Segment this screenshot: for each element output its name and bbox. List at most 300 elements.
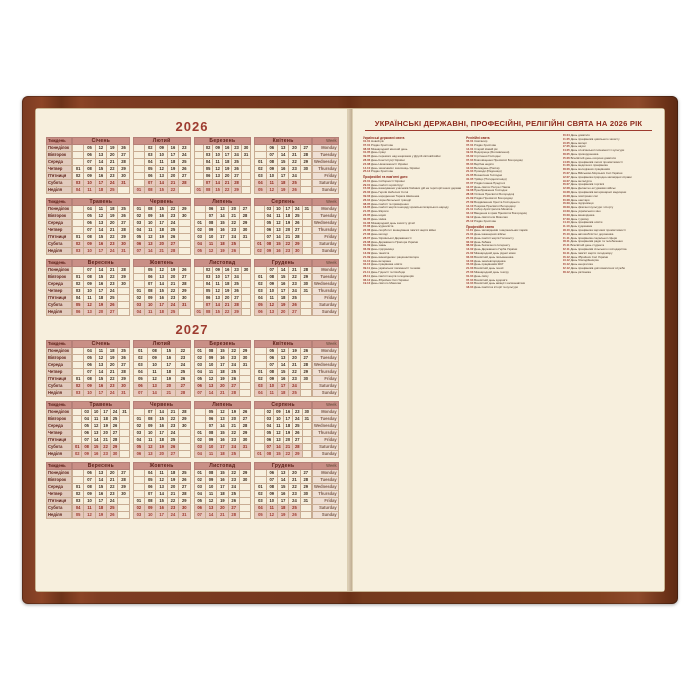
day-cell[interactable]: 08 xyxy=(145,206,156,213)
day-cell[interactable]: 19 xyxy=(283,220,292,227)
day-cell[interactable] xyxy=(133,152,144,159)
day-cell[interactable]: 08 xyxy=(205,220,216,227)
day-cell[interactable]: 20 xyxy=(289,355,300,362)
day-cell[interactable]: 06 xyxy=(133,451,144,458)
day-cell[interactable]: 11 xyxy=(147,369,161,376)
day-cell[interactable]: 04 xyxy=(133,227,144,234)
day-cell[interactable]: 24 xyxy=(293,416,302,423)
day-cell[interactable] xyxy=(120,451,129,458)
month-calendar[interactable] xyxy=(194,462,252,519)
day-cell[interactable]: 22 xyxy=(107,484,118,491)
day-cell[interactable]: 22 xyxy=(228,430,239,437)
day-cell[interactable]: 18 xyxy=(156,437,167,444)
day-cell[interactable]: 28 xyxy=(179,491,190,498)
day-cell[interactable]: 13 xyxy=(156,484,167,491)
day-cell[interactable]: 27 xyxy=(232,173,241,180)
day-cell[interactable]: 17 xyxy=(217,444,228,451)
day-cell[interactable]: 17 xyxy=(156,302,167,309)
day-cell[interactable]: 30 xyxy=(239,355,250,362)
day-cell[interactable]: 03 xyxy=(133,430,144,437)
day-cell[interactable]: 23 xyxy=(228,477,239,484)
day-cell[interactable]: 30 xyxy=(300,376,311,383)
day-cell[interactable]: 16 xyxy=(162,355,176,362)
day-cell[interactable]: 01 xyxy=(194,309,203,316)
day-cell[interactable]: 07 xyxy=(133,390,147,397)
day-cell[interactable]: 08 xyxy=(205,430,216,437)
day-cell[interactable]: 07 xyxy=(84,227,95,234)
day-cell[interactable]: 16 xyxy=(156,505,167,512)
day-cell[interactable]: 29 xyxy=(293,241,302,248)
day-cell[interactable]: 06 xyxy=(133,241,144,248)
day-cell[interactable]: 16 xyxy=(156,295,167,302)
day-cell[interactable]: 10 xyxy=(266,498,277,505)
day-cell[interactable]: 21 xyxy=(289,362,300,369)
day-cell[interactable]: 09 xyxy=(205,355,216,362)
day-cell[interactable]: 06 xyxy=(84,470,95,477)
day-cell[interactable]: 09 xyxy=(264,248,273,255)
day-cell[interactable]: 13 xyxy=(266,309,277,316)
day-cell[interactable]: 02 xyxy=(255,376,266,383)
day-cell[interactable]: 07 xyxy=(203,180,212,187)
day-cell[interactable]: 29 xyxy=(300,369,311,376)
day-cell[interactable]: 13 xyxy=(91,430,100,437)
day-cell[interactable]: 11 xyxy=(145,309,156,316)
day-cell[interactable]: 10 xyxy=(145,512,156,519)
day-cell[interactable]: 08 xyxy=(205,348,216,355)
day-cell[interactable] xyxy=(133,159,144,166)
day-cell[interactable]: 29 xyxy=(179,206,190,213)
day-cell[interactable]: 31 xyxy=(118,390,129,397)
day-cell[interactable] xyxy=(133,484,144,491)
day-cell[interactable]: 22 xyxy=(289,274,300,281)
day-cell[interactable] xyxy=(120,437,129,444)
day-cell[interactable]: 21 xyxy=(107,477,118,484)
day-cell[interactable]: 04 xyxy=(255,390,266,397)
day-cell[interactable] xyxy=(120,430,129,437)
day-cell[interactable]: 07 xyxy=(145,281,156,288)
day-cell[interactable]: 20 xyxy=(156,241,167,248)
day-cell[interactable]: 04 xyxy=(145,159,156,166)
day-cell[interactable]: 27 xyxy=(289,309,300,316)
day-cell[interactable] xyxy=(194,213,205,220)
day-cell[interactable]: 22 xyxy=(167,187,178,194)
day-cell[interactable]: 04 xyxy=(203,159,212,166)
day-cell[interactable]: 10 xyxy=(205,444,216,451)
day-cell[interactable]: 21 xyxy=(217,512,228,519)
day-cell[interactable]: 12 xyxy=(95,145,106,152)
day-cell[interactable]: 28 xyxy=(300,477,311,484)
day-cell[interactable]: 03 xyxy=(133,220,144,227)
day-cell[interactable]: 03 xyxy=(264,206,273,213)
day-cell[interactable]: 21 xyxy=(107,227,118,234)
day-cell[interactable]: 06 xyxy=(84,152,95,159)
day-cell[interactable]: 15 xyxy=(95,234,106,241)
day-cell[interactable]: 14 xyxy=(277,152,288,159)
day-cell[interactable]: 01 xyxy=(255,451,264,458)
day-cell[interactable] xyxy=(241,288,250,295)
day-cell[interactable]: 27 xyxy=(300,470,311,477)
day-cell[interactable]: 27 xyxy=(228,505,239,512)
day-cell[interactable] xyxy=(300,505,311,512)
day-cell[interactable]: 05 xyxy=(145,267,156,274)
day-cell[interactable]: 06 xyxy=(203,295,212,302)
day-cell[interactable]: 28 xyxy=(179,180,190,187)
day-cell[interactable]: 27 xyxy=(118,152,129,159)
day-cell[interactable]: 25 xyxy=(167,309,178,316)
day-cell[interactable]: 13 xyxy=(156,274,167,281)
day-cell[interactable]: 08 xyxy=(84,376,95,383)
day-cell[interactable]: 09 xyxy=(266,376,277,383)
day-cell[interactable]: 08 xyxy=(264,241,273,248)
day-cell[interactable]: 27 xyxy=(107,309,118,316)
day-cell[interactable]: 26 xyxy=(289,302,300,309)
day-cell[interactable]: 21 xyxy=(289,477,300,484)
day-cell[interactable]: 13 xyxy=(217,206,228,213)
day-cell[interactable]: 05 xyxy=(145,477,156,484)
month-calendar[interactable] xyxy=(72,259,130,316)
day-cell[interactable]: 16 xyxy=(95,383,106,390)
day-cell[interactable]: 29 xyxy=(118,166,129,173)
day-cell[interactable]: 07 xyxy=(266,267,277,274)
day-cell[interactable]: 17 xyxy=(156,512,167,519)
day-cell[interactable]: 24 xyxy=(167,430,178,437)
day-cell[interactable]: 25 xyxy=(289,180,300,187)
day-cell[interactable]: 14 xyxy=(205,390,216,397)
day-cell[interactable] xyxy=(133,470,144,477)
day-cell[interactable]: 14 xyxy=(217,213,228,220)
day-cell[interactable] xyxy=(133,491,144,498)
day-cell[interactable]: 12 xyxy=(205,248,216,255)
day-cell[interactable]: 03 xyxy=(73,390,84,397)
day-cell[interactable]: 21 xyxy=(228,213,239,220)
day-cell[interactable]: 25 xyxy=(167,227,178,234)
day-cell[interactable]: 25 xyxy=(167,437,178,444)
day-cell[interactable]: 28 xyxy=(179,409,190,416)
day-cell[interactable]: 26 xyxy=(167,234,178,241)
day-cell[interactable]: 24 xyxy=(232,274,241,281)
day-cell[interactable]: 11 xyxy=(84,295,95,302)
day-cell[interactable]: 11 xyxy=(205,369,216,376)
day-cell[interactable]: 19 xyxy=(222,166,231,173)
day-cell[interactable]: 01 xyxy=(194,470,205,477)
day-cell[interactable]: 20 xyxy=(156,451,167,458)
day-cell[interactable]: 25 xyxy=(232,281,241,288)
day-cell[interactable]: 19 xyxy=(277,187,288,194)
day-cell[interactable]: 24 xyxy=(107,248,118,255)
day-cell[interactable]: 23 xyxy=(101,451,110,458)
day-cell[interactable]: 09 xyxy=(84,281,95,288)
day-cell[interactable]: 12 xyxy=(266,512,277,519)
day-cell[interactable]: 15 xyxy=(156,416,167,423)
day-cell[interactable]: 12 xyxy=(217,409,228,416)
day-cell[interactable]: 30 xyxy=(300,491,311,498)
day-cell[interactable]: 06 xyxy=(194,383,205,390)
day-cell[interactable]: 03 xyxy=(264,416,273,423)
day-cell[interactable]: 22 xyxy=(176,348,190,355)
day-cell[interactable] xyxy=(194,180,203,187)
day-cell[interactable]: 11 xyxy=(274,423,283,430)
day-cell[interactable]: 24 xyxy=(107,390,118,397)
day-cell[interactable]: 19 xyxy=(277,302,288,309)
day-cell[interactable] xyxy=(179,187,190,194)
day-cell[interactable] xyxy=(120,444,129,451)
day-cell[interactable] xyxy=(179,444,190,451)
day-cell[interactable] xyxy=(302,234,311,241)
month-calendar[interactable] xyxy=(133,259,191,316)
day-cell[interactable]: 23 xyxy=(289,166,300,173)
day-cell[interactable] xyxy=(255,444,264,451)
day-cell[interactable]: 23 xyxy=(167,295,178,302)
day-cell[interactable]: 28 xyxy=(293,234,302,241)
day-cell[interactable]: 01 xyxy=(255,159,266,166)
day-cell[interactable]: 29 xyxy=(239,430,250,437)
day-cell[interactable]: 06 xyxy=(266,355,277,362)
day-cell[interactable] xyxy=(241,180,250,187)
day-cell[interactable]: 04 xyxy=(264,423,273,430)
day-cell[interactable]: 01 xyxy=(255,484,266,491)
day-cell[interactable] xyxy=(73,430,82,437)
day-cell[interactable]: 16 xyxy=(222,145,231,152)
day-cell[interactable]: 16 xyxy=(274,248,283,255)
day-cell[interactable]: 15 xyxy=(156,288,167,295)
month-calendar[interactable] xyxy=(72,198,130,255)
day-cell[interactable]: 26 xyxy=(110,423,119,430)
day-cell[interactable]: 31 xyxy=(179,512,190,519)
day-cell[interactable] xyxy=(73,213,84,220)
day-cell[interactable]: 02 xyxy=(255,281,266,288)
day-cell[interactable]: 20 xyxy=(289,145,300,152)
day-cell[interactable]: 24 xyxy=(293,206,302,213)
day-cell[interactable]: 21 xyxy=(162,390,176,397)
day-cell[interactable]: 28 xyxy=(118,159,129,166)
day-cell[interactable] xyxy=(255,437,264,444)
day-cell[interactable]: 28 xyxy=(228,512,239,519)
day-cell[interactable]: 20 xyxy=(228,416,239,423)
day-cell[interactable]: 02 xyxy=(255,491,266,498)
day-cell[interactable]: 29 xyxy=(118,234,129,241)
day-cell[interactable]: 02 xyxy=(194,227,205,234)
day-cell[interactable]: 18 xyxy=(277,390,288,397)
day-cell[interactable] xyxy=(300,512,311,519)
day-cell[interactable]: 19 xyxy=(107,145,118,152)
day-cell[interactable]: 10 xyxy=(156,152,167,159)
day-cell[interactable]: 04 xyxy=(264,213,273,220)
day-cell[interactable]: 03 xyxy=(194,484,205,491)
day-cell[interactable]: 09 xyxy=(266,281,277,288)
month-calendar[interactable] xyxy=(194,259,252,316)
day-cell[interactable]: 18 xyxy=(217,369,228,376)
month-calendar[interactable] xyxy=(72,401,130,458)
day-cell[interactable]: 27 xyxy=(110,430,119,437)
day-cell[interactable]: 03 xyxy=(82,409,91,416)
day-cell[interactable]: 27 xyxy=(179,274,190,281)
day-cell[interactable]: 02 xyxy=(133,295,144,302)
day-cell[interactable] xyxy=(255,152,266,159)
day-cell[interactable]: 15 xyxy=(217,430,228,437)
day-cell[interactable]: 11 xyxy=(156,470,167,477)
day-cell[interactable]: 19 xyxy=(277,512,288,519)
day-cell[interactable]: 08 xyxy=(145,288,156,295)
day-cell[interactable] xyxy=(241,187,250,194)
day-cell[interactable]: 08 xyxy=(145,498,156,505)
day-cell[interactable]: 18 xyxy=(167,470,178,477)
day-cell[interactable]: 09 xyxy=(145,505,156,512)
day-cell[interactable] xyxy=(194,166,203,173)
day-cell[interactable]: 16 xyxy=(156,213,167,220)
day-cell[interactable]: 06 xyxy=(145,274,156,281)
day-cell[interactable]: 14 xyxy=(91,437,100,444)
month-calendar[interactable] xyxy=(72,340,130,397)
day-cell[interactable]: 23 xyxy=(107,383,118,390)
day-cell[interactable]: 31 xyxy=(239,234,250,241)
day-cell[interactable]: 15 xyxy=(274,451,283,458)
day-cell[interactable]: 14 xyxy=(156,491,167,498)
day-cell[interactable]: 17 xyxy=(277,383,288,390)
day-cell[interactable]: 19 xyxy=(222,288,231,295)
day-cell[interactable]: 13 xyxy=(95,220,106,227)
day-cell[interactable]: 11 xyxy=(84,505,95,512)
day-cell[interactable]: 24 xyxy=(289,288,300,295)
day-cell[interactable]: 15 xyxy=(162,348,176,355)
day-cell[interactable]: 20 xyxy=(217,383,228,390)
day-cell[interactable]: 17 xyxy=(217,362,228,369)
day-cell[interactable]: 21 xyxy=(222,302,231,309)
day-cell[interactable]: 30 xyxy=(239,477,250,484)
day-cell[interactable]: 23 xyxy=(232,267,241,274)
day-cell[interactable]: 09 xyxy=(213,267,222,274)
day-cell[interactable]: 26 xyxy=(176,376,190,383)
day-cell[interactable]: 08 xyxy=(145,416,156,423)
day-cell[interactable]: 28 xyxy=(118,477,129,484)
day-cell[interactable]: 10 xyxy=(213,274,222,281)
day-cell[interactable]: 31 xyxy=(302,416,311,423)
day-cell[interactable]: 03 xyxy=(73,288,84,295)
day-cell[interactable] xyxy=(120,416,129,423)
day-cell[interactable]: 13 xyxy=(95,362,106,369)
day-cell[interactable]: 19 xyxy=(217,376,228,383)
day-cell[interactable]: 12 xyxy=(95,213,106,220)
day-cell[interactable]: 02 xyxy=(73,241,84,248)
day-cell[interactable] xyxy=(133,166,144,173)
day-cell[interactable]: 10 xyxy=(84,390,95,397)
day-cell[interactable]: 04 xyxy=(145,470,156,477)
day-cell[interactable] xyxy=(73,267,84,274)
day-cell[interactable]: 04 xyxy=(194,241,205,248)
day-cell[interactable]: 16 xyxy=(217,477,228,484)
day-cell[interactable]: 27 xyxy=(118,470,129,477)
day-cell[interactable]: 11 xyxy=(266,505,277,512)
day-cell[interactable]: 19 xyxy=(156,234,167,241)
day-cell[interactable]: 05 xyxy=(133,376,147,383)
day-cell[interactable]: 02 xyxy=(73,281,84,288)
day-cell[interactable]: 05 xyxy=(203,288,212,295)
day-cell[interactable] xyxy=(73,220,84,227)
day-cell[interactable]: 12 xyxy=(156,267,167,274)
day-cell[interactable]: 05 xyxy=(84,145,95,152)
day-cell[interactable]: 18 xyxy=(95,505,106,512)
day-cell[interactable]: 08 xyxy=(84,274,95,281)
day-cell[interactable] xyxy=(300,390,311,397)
day-cell[interactable] xyxy=(118,512,129,519)
day-cell[interactable]: 15 xyxy=(95,166,106,173)
day-cell[interactable]: 21 xyxy=(283,234,292,241)
day-cell[interactable]: 14 xyxy=(274,234,283,241)
day-cell[interactable]: 23 xyxy=(232,145,241,152)
day-cell[interactable]: 16 xyxy=(277,281,288,288)
day-cell[interactable]: 03 xyxy=(73,180,84,187)
day-cell[interactable]: 07 xyxy=(194,390,205,397)
day-cell[interactable]: 23 xyxy=(167,423,178,430)
day-cell[interactable]: 03 xyxy=(194,444,205,451)
day-cell[interactable] xyxy=(302,220,311,227)
day-cell[interactable]: 06 xyxy=(203,173,212,180)
day-cell[interactable] xyxy=(73,362,84,369)
day-cell[interactable]: 30 xyxy=(118,491,129,498)
day-cell[interactable]: 29 xyxy=(300,159,311,166)
day-cell[interactable]: 05 xyxy=(194,498,205,505)
day-cell[interactable]: 14 xyxy=(277,477,288,484)
day-cell[interactable]: 04 xyxy=(82,416,91,423)
day-cell[interactable]: 04 xyxy=(255,295,266,302)
day-cell[interactable]: 21 xyxy=(167,281,178,288)
day-cell[interactable] xyxy=(194,302,203,309)
day-cell[interactable]: 25 xyxy=(289,390,300,397)
day-cell[interactable]: 26 xyxy=(300,348,311,355)
day-cell[interactable]: 05 xyxy=(205,409,216,416)
day-cell[interactable] xyxy=(73,470,84,477)
day-cell[interactable]: 21 xyxy=(217,390,228,397)
day-cell[interactable]: 26 xyxy=(118,355,129,362)
day-cell[interactable]: 12 xyxy=(213,288,222,295)
day-cell[interactable]: 30 xyxy=(300,166,311,173)
day-cell[interactable]: 15 xyxy=(91,444,100,451)
day-cell[interactable]: 23 xyxy=(289,281,300,288)
day-cell[interactable]: 05 xyxy=(194,376,205,383)
day-cell[interactable] xyxy=(179,234,190,241)
day-cell[interactable] xyxy=(118,295,129,302)
day-cell[interactable]: 05 xyxy=(266,348,277,355)
day-cell[interactable]: 01 xyxy=(133,498,144,505)
day-cell[interactable]: 28 xyxy=(300,152,311,159)
day-cell[interactable] xyxy=(241,159,250,166)
day-cell[interactable]: 13 xyxy=(145,241,156,248)
day-cell[interactable] xyxy=(302,423,311,430)
day-cell[interactable] xyxy=(239,369,250,376)
day-cell[interactable]: 17 xyxy=(217,484,228,491)
day-cell[interactable]: 23 xyxy=(176,355,190,362)
day-cell[interactable]: 29 xyxy=(232,309,241,316)
day-cell[interactable]: 17 xyxy=(167,152,178,159)
day-cell[interactable] xyxy=(255,470,266,477)
day-cell[interactable] xyxy=(194,423,205,430)
day-cell[interactable]: 17 xyxy=(95,288,106,295)
day-cell[interactable]: 30 xyxy=(118,281,129,288)
day-cell[interactable] xyxy=(300,295,311,302)
day-cell[interactable]: 20 xyxy=(101,430,110,437)
day-cell[interactable]: 08 xyxy=(266,274,277,281)
day-cell[interactable]: 09 xyxy=(84,173,95,180)
day-cell[interactable]: 23 xyxy=(107,173,118,180)
day-cell[interactable]: 29 xyxy=(239,348,250,355)
day-cell[interactable]: 28 xyxy=(239,213,250,220)
day-cell[interactable]: 07 xyxy=(84,159,95,166)
day-cell[interactable]: 28 xyxy=(176,390,190,397)
day-cell[interactable]: 09 xyxy=(205,227,216,234)
day-cell[interactable]: 10 xyxy=(205,484,216,491)
day-cell[interactable]: 07 xyxy=(133,248,144,255)
day-cell[interactable]: 10 xyxy=(145,220,156,227)
month-calendar[interactable] xyxy=(254,137,312,194)
